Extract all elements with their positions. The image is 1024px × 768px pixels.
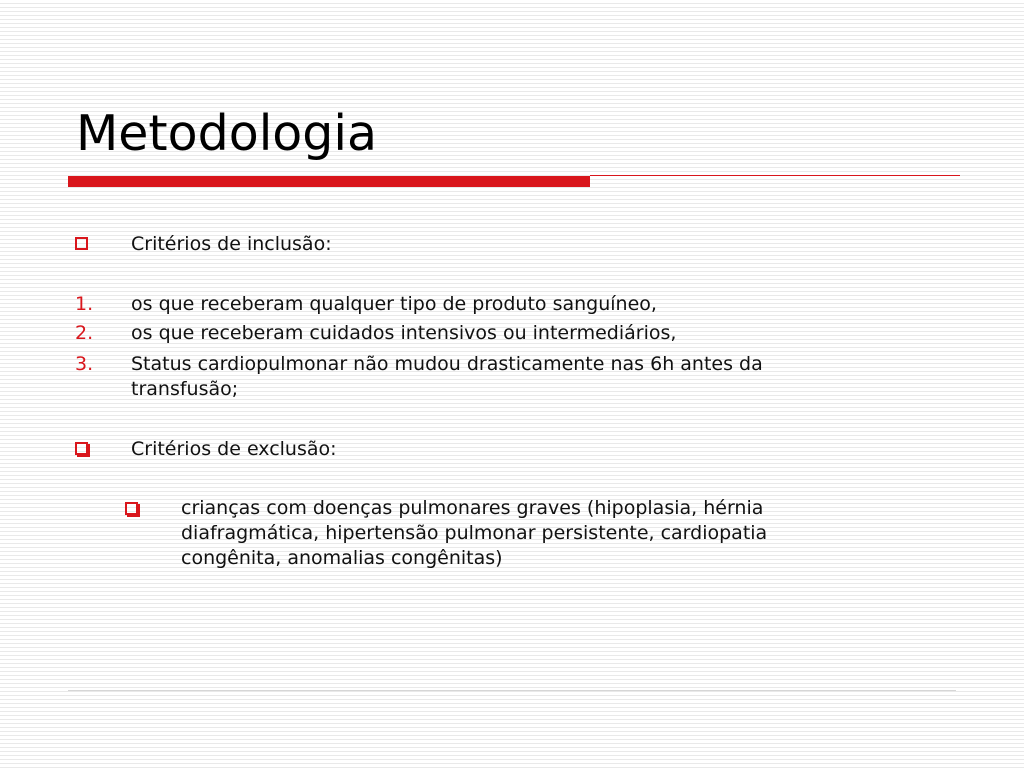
hollow-square-bullet-icon — [75, 237, 88, 250]
exclusion-heading: Critérios de exclusão: — [131, 438, 337, 460]
shadowed-square-bullet-icon — [125, 502, 138, 515]
title-underline-thick — [68, 176, 590, 187]
exclusion-item-text-continued: diafragmática, hipertensão pulmonar persistente, cardiopatia — [181, 522, 768, 544]
list-number: 1. — [75, 293, 94, 315]
inclusion-item-text: os que receberam cuidados intensivos ou intermediários, — [131, 322, 677, 344]
list-number: 2. — [75, 322, 94, 344]
inclusion-item-text: os que receberam qualquer tipo de produto sanguíneo, — [131, 293, 657, 315]
list-number: 3. — [75, 353, 94, 375]
title-underline-thin — [590, 175, 960, 176]
inclusion-heading: Critérios de inclusão: — [131, 233, 332, 255]
shadowed-square-bullet-icon — [75, 442, 88, 455]
exclusion-item-text: crianças com doenças pulmonares graves (hipoplasia, hérnia — [181, 497, 764, 519]
footer-divider — [68, 690, 956, 691]
slide-title: Metodologia — [76, 105, 378, 162]
exclusion-item-text-continued: congênita, anomalias congênitas) — [181, 547, 503, 569]
inclusion-item-text-continued: transfusão; — [131, 378, 239, 400]
inclusion-item-text: Status cardiopulmonar não mudou drasticamente nas 6h antes da — [131, 353, 763, 375]
